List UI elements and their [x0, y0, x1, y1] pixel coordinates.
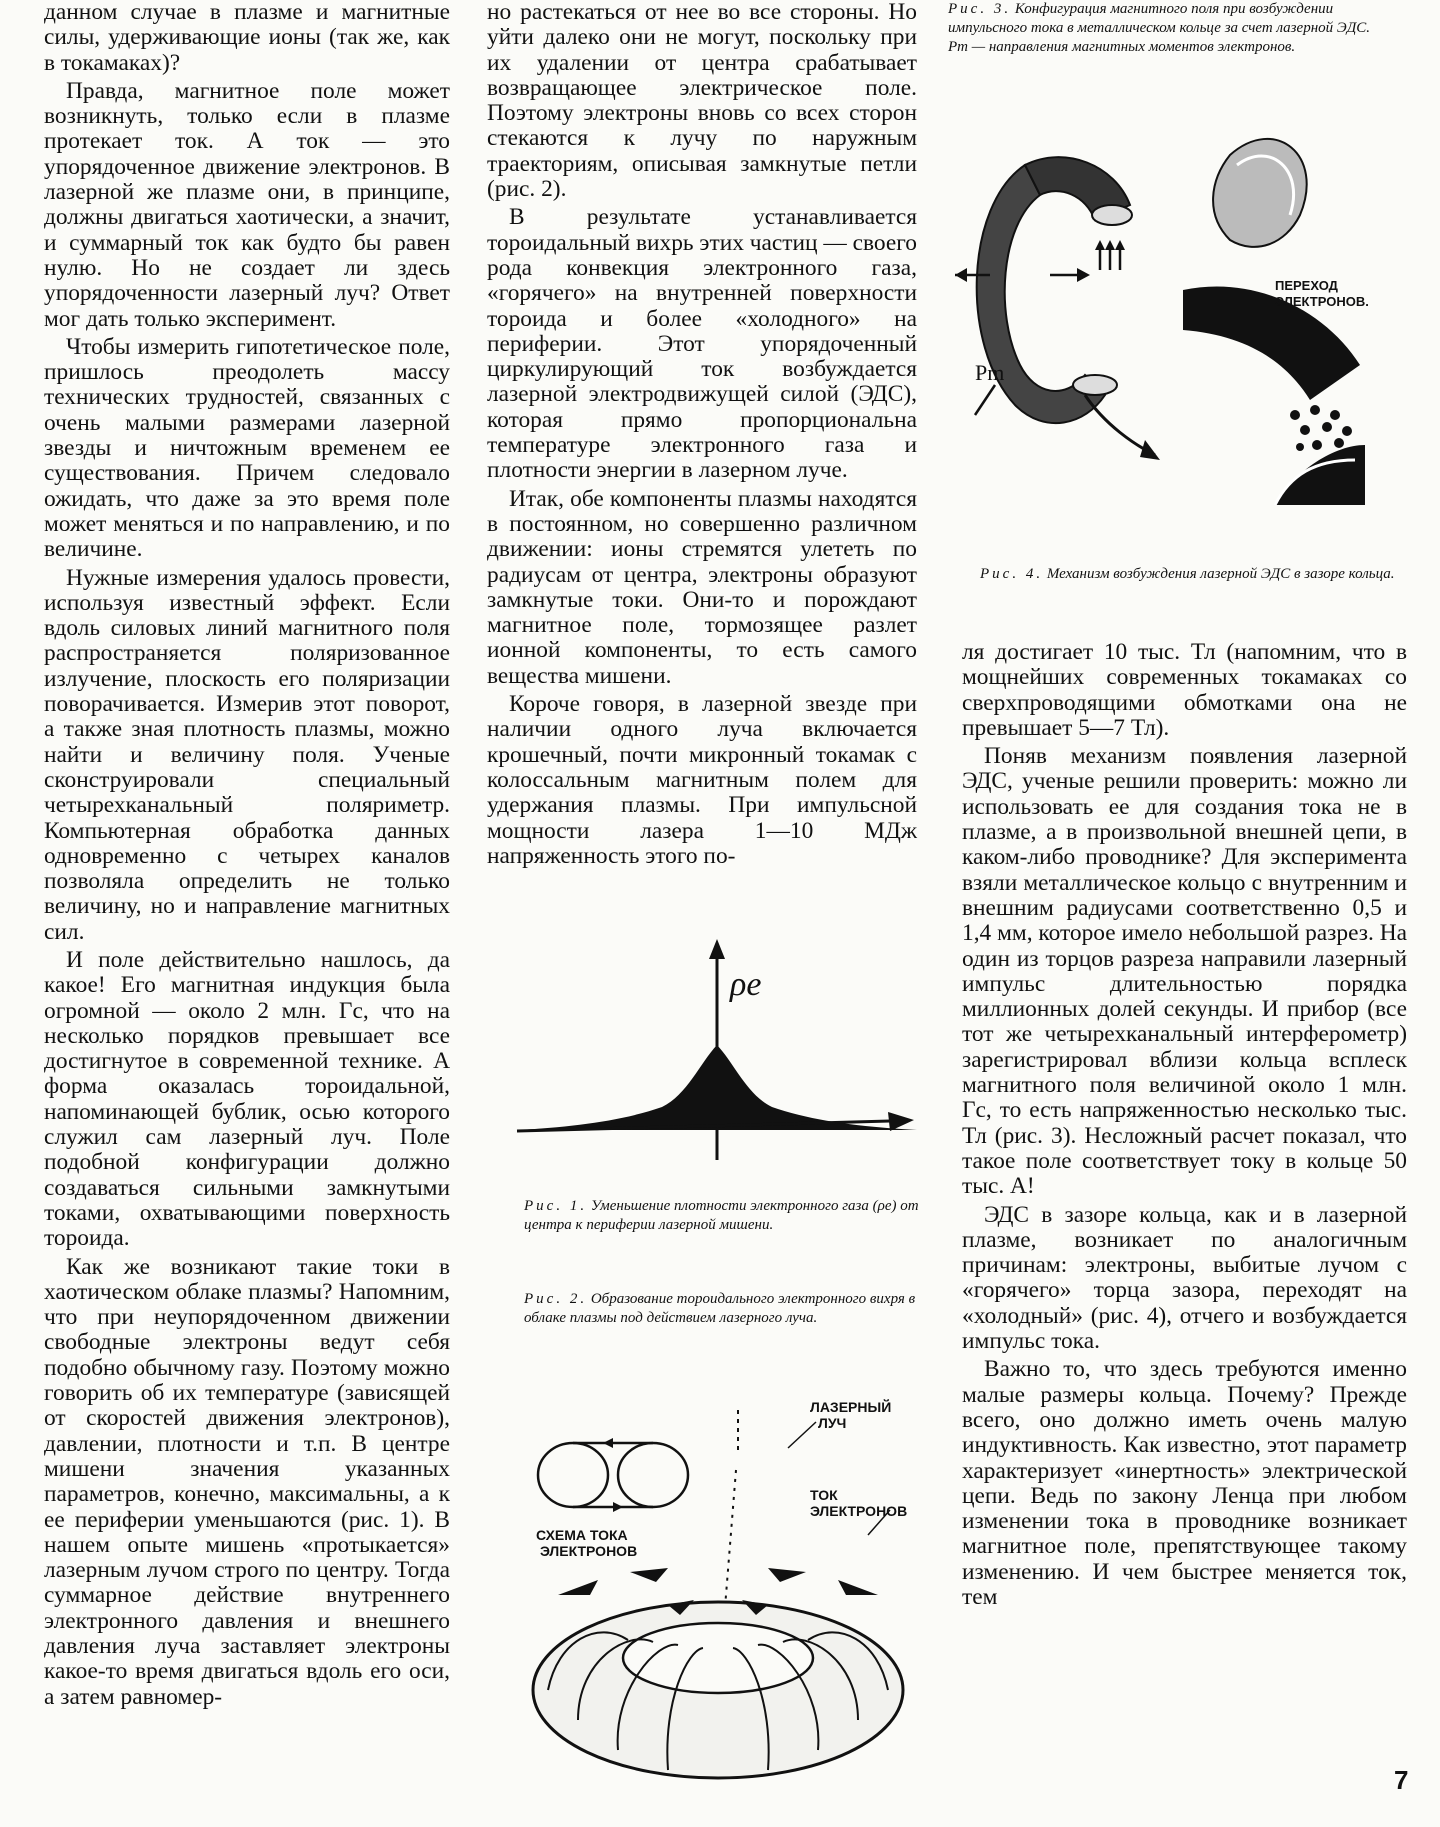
paragraph: Итак, обе компоненты плазмы находятся в постоянном, но совершенно различном движении: ионы стремятся улететь по радиусам от центра, электроны образуют замкнутые токи. Они-то и порождают магнитное поле, тормозящее разлет ионной компоненты, то есть самого вещества мишени. [487, 485, 917, 689]
caption-label: Рис. 1. [524, 1198, 588, 1214]
pm-label: Pm [975, 360, 1005, 385]
figure-2-toroidal-vortex [518, 1390, 918, 1790]
laser-label-1: ЛАЗЕРНЫЙ [810, 1399, 892, 1415]
scheme-label-2: ЭЛЕКТРОНОВ [540, 1543, 638, 1559]
paragraph: И поле действительно нашлось, да какое! Его магнитная индукция была огромной — около 2 млн. Гс, что на несколько порядков превышает все достигнутое в современной технике. А форма оказалась тороидальной, напоминающей бублик, осью которого служил сам лазерный луч. Поле подобной конфигурации должно создаваться сильными замкнутыми токами, охватывающими поверхность тороида. [44, 946, 450, 1252]
figure-2-caption [524, 1290, 920, 1328]
text-column-right [962, 640, 1407, 1610]
paragraph: Как же возникают такие токи в хаотическом облаке плазмы? Напомним, что при неупорядоченном движении свободные электроны ведут себя подобно обычному газу. Поэтому можно говорить об их температуре (зависящей от скоростей движения электронов), давлении, плотности и т.п. В центре мишени значения указанных параметров, конечно, максимальны, а к ее периферии уменьшаются (рис. 1). В нашем опыте мишень «протыкается» лазерным лучом строго по центру. Тогда суммарное действие внутреннего электронного давления и внешнего давления луча заставляет электроны какое-то время двигаться вдоль его оси, а затем равномер- [44, 1253, 450, 1710]
laser-label-2: ЛУЧ [818, 1415, 847, 1431]
figure-3-4-ring-diagram [955, 125, 1395, 550]
paragraph: Важно то, что здесь требуются именно малые размеры кольца. Почему? Прежде всего, оно должно иметь очень малую индуктивность. Как известно, этот параметр характеризует «инертность» электрической цепи. Ведь по закону Ленца при любом изменении тока в проводнике возникает магнитное поле, препятствующее такому изменению. И чем быстрее меняется ток, тем [962, 1356, 1407, 1610]
text-column-middle [487, 0, 917, 869]
x-axis-arrow-icon [888, 1112, 914, 1131]
caption-text: Уменьшение плотности электронного газа (ρe) от центра к периферии лазерной мишени. [524, 1198, 919, 1233]
figure-1-caption [524, 1197, 920, 1235]
scheme-label-1: СХЕМА ТОКА [536, 1527, 628, 1543]
paragraph: ля достигает 10 тыс. Тл (напомним, что в мощнейших современных токамаках со сверхпроводящими обмотками она не превышает 5—7 Тл). [962, 639, 1407, 741]
current-label-1: ТОК [810, 1487, 838, 1503]
page-number: 7 [1394, 1765, 1409, 1795]
transfer-label-2: ЭЛЕКТРОНОВ. [1275, 294, 1369, 309]
paragraph: Чтобы измерить гипотетическое поле, пришлось преодолеть массу технических трудностей, связанных с очень малыми размерами лазерной звезды и ничтожным временем ее существования. Причем следовало ожидать, что даже за это время поле может меняться и по направлению, и по величине. [44, 333, 450, 563]
caption-label: Рис. 3. [948, 1, 1012, 17]
figure-3-caption [948, 0, 1388, 57]
paragraph: Поняв механизм появления лазерной ЭДС, ученые решили проверить: можно ли использовать ее для создания тока не в плазме, а в произвольной внешней цепи, в каком-либо проводнике? Для эксперимента взяли металлическое кольцо с внутренним и внешним радиусами соответственно 0,5 и 1,4 мм, которое имело небольшой разрез. На один из торцов разреза направили лазерный импульс длительностью порядка миллионных долей секунды. И прибор (все тот же четырехканальный интерферометр) зарегистрировал вблизи кольца всплеск магнитного поля величиной около 1 млн. Гс, то есть напряженностью несколько тыс. Тл (рис. 3). Несложный расчет показал, что такое поле соответствует току в кольце 50 тыс. А! [962, 743, 1407, 1200]
paragraph: Правда, магнитное поле может возникнуть, только если в плазме протекает ток. А ток — это упорядоченное движение электронов. В лазерной же плазме они, в принципе, должны двигаться хаотически, а значит, и суммарный ток как будто бы равен нулю. Но не создает ли здесь упорядоченности лазерный луч? Ответ мог дать только эксперимент. [44, 77, 450, 332]
text-column-left [44, 0, 450, 1710]
caption-text: Образование тороидального электронного вихря в облаке плазмы под действием лазерного луча. [524, 1291, 916, 1326]
paragraph: Короче говоря, в лазерной звезде при наличии одного луча включается крошечный, почти микронный токамак с колоссальным магнитным полем для удержания плазмы. При импульсной мощности лазера 1—10 МДж напряженность этого по- [487, 691, 917, 869]
current-label-2: ЭЛЕКТРОНОВ [810, 1503, 908, 1519]
paragraph: данном случае в плазме и магнитные силы, удерживающие ионы (так же, как в токамаках)? [44, 0, 450, 76]
transfer-label-1: ПЕРЕХОД [1275, 278, 1338, 293]
rho-e-label: ρе [730, 966, 762, 1003]
caption-text: Конфигурация магнитного поля при возбуждении импульсного тока в металлическом кольце за счет лазерной ЭДС. Pm — направления магнитных моментов электронов. [948, 1, 1371, 55]
figure-1-density-plot [512, 935, 922, 1170]
paragraph: но растекаться от нее во все стороны. Но уйти далеко они не могут, поскольку при их удалении от центра срабатывает возвращающее электрическое поле. Поэтому электроны вновь со всех сторон стекаются к лучу по наружным траекториям, описывая замкнутые петли (рис. 2). [487, 0, 917, 203]
paragraph: ЭДС в зазоре кольца, как и в лазерной плазме, возникает по аналогичным причинам: электроны, выбитые лучом с «горячего» торца зазора, переходят на «холодный» (рис. 4), отчего и возбуждается импульс тока. [962, 1201, 1407, 1355]
caption-label: Рис. 2. [524, 1291, 588, 1307]
paragraph: Нужные измерения удалось провести, используя известный эффект. Если вдоль силовых линий магнитного поля распространяется поляризованное излучение, плоскость его поляризации поворачивается. Измерив этот поворот, а также зная плотность плазмы, можно найти и величину поля. Ученые сконструировали специальный четырехканальный поляриметр. Компьютерная обработка данных одновременно с четырех каналов позволяла определить не только величину, но и направление магнитных сил. [44, 564, 450, 945]
caption-text: Механизм возбуждения лазерной ЭДС в зазоре кольца. [1046, 566, 1395, 582]
y-axis-arrow-icon [709, 939, 725, 959]
paragraph: В результате устанавливается тороидальный вихрь этих частиц — своего рода конвекция электронного газа, «горячего» на внутренней поверхности тороида и более «холодного» на периферии. Этот упорядоченный циркулирующий ток возбуждается лазерной электродвижущей силой (ЭДС), которая прямо пропорциональна температуре электронного газа и плотности энергии в лазерном луче. [487, 204, 917, 484]
figure-4-caption [980, 565, 1395, 584]
caption-label: Рис. 4. [980, 566, 1044, 582]
